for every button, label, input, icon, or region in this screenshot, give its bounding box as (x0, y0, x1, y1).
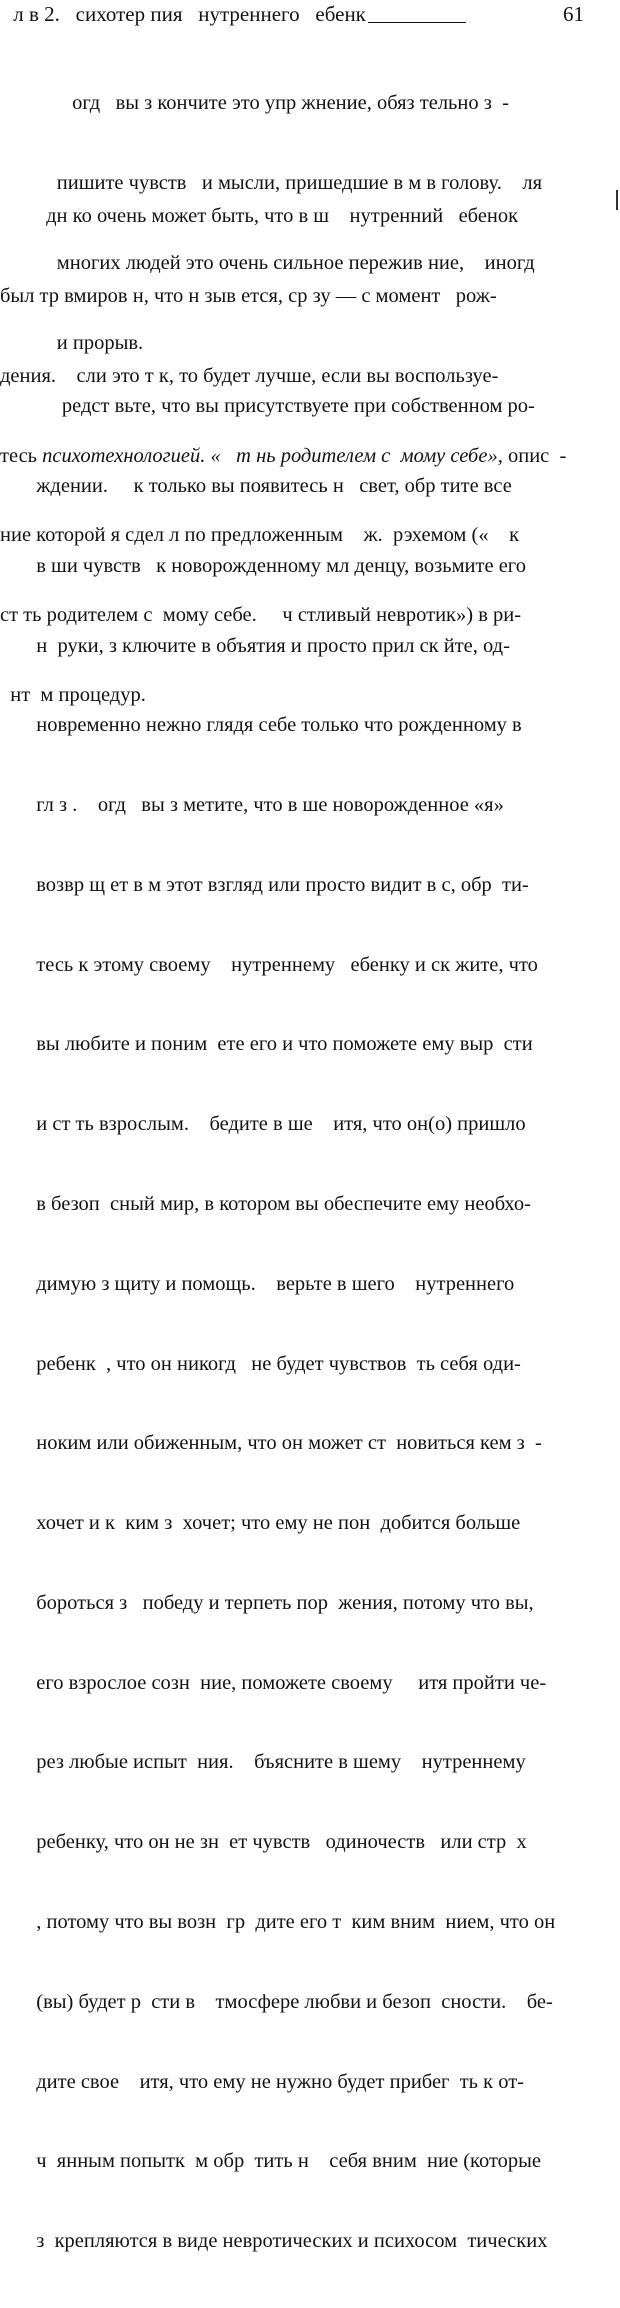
text-line: ждении. к только вы появитесь н свет, обр тите все (26, 474, 512, 497)
text-line: хочет и к ким з хочет; что ему не пон добится больше (26, 1512, 521, 1535)
text-line: димую з щиту и помощь. верьте в шего нутреннего (26, 1272, 515, 1295)
text-line: редст вьте, что вы присутствуете при собственном ро- (26, 395, 535, 418)
margin-scan-mark (616, 190, 618, 210)
text-line: тесь к этому своему нутреннему ебенку и ск жите, что (26, 953, 538, 976)
running-header (8, 2, 608, 30)
text-line: дите свое итя, что ему не нужно будет прибег ть к от- (26, 2070, 524, 2093)
italic-technique-name: психотехнологией. « т нь родителем с мому себе», (42, 444, 503, 467)
text-line: рез любые испыт ния. бъясните в шему нутреннему (26, 1751, 526, 1774)
text-line: ст ть родителем с мому себе. ч стливый невротик») в ри- (0, 604, 522, 627)
text-line: и прорыв. (26, 331, 144, 354)
text-line: н руки, з ключите в объятия и просто прил ск йте, од- (26, 634, 510, 657)
text-line: дн ко очень может быть, что в ш нутренний ебенок (0, 205, 519, 228)
text-line: гл з . огд вы з метите, что в ше новорожденное «я» (26, 794, 504, 817)
text-line: вы любите и поним ете его и что поможете ему выр сти (26, 1033, 533, 1056)
text-line: в ши чувств к новорожденному мл денцу, возьмите его (26, 554, 526, 577)
text-line: огд вы з кончите это упр жнение, обяз тельно з - (26, 92, 509, 115)
text-line: многих людей это очень сильное пережив ние, иногд (26, 251, 535, 274)
text-line: его взрослое созн ние, поможете своему итя пройти че- (26, 1671, 547, 1694)
text-line: ноким или обиженным, что он может ст новиться кем з - (26, 1432, 542, 1455)
text-line: дения. сли это т к, то будет лучше, если вы воспользуе- (0, 364, 499, 387)
text-line: возвр щ ет в м этот взгляд или просто видит в с, обр ти- (26, 873, 529, 896)
text-line: нт м процедур. (0, 683, 146, 706)
text-line: ребенку, что он не зн ет чувств одиночеств или стр х (26, 1831, 527, 1854)
paragraph-3 (26, 340, 555, 2308)
header-rule (368, 22, 466, 23)
chapter-title: л в 2. сихотер пия нутреннего ебенк (8, 2, 372, 26)
text-fragment: тесь (0, 444, 43, 467)
text-line: з крепляются в виде невротических и психосом тических (26, 2230, 548, 2253)
text-line: (вы) будет р сти в тмосфере любви и безоп сности. бе- (26, 1990, 553, 2013)
text-line: бороться з победу и терпеть пор жения, потому что вы, (26, 1591, 534, 1614)
text-line: ние которой я сдел л по предложенным ж. рэхемом (« к (0, 524, 520, 547)
text-line: ребенк , что он никогд не будет чувствов ть себя оди- (26, 1352, 521, 1375)
text-line: и ст ть взрослым. бедите в ше итя, что он(о) пришло (26, 1113, 526, 1136)
text-line: , потому что вы возн гр дите его т ким вним нием, что он (26, 1911, 556, 1934)
text-line: был тр вмиров н, что н зыв ется, ср зу — с момент рож- (0, 284, 497, 307)
text-line: ч янным попытк м обр тить н себя вним ние (которые (26, 2150, 542, 2173)
page-number: 61 (563, 2, 584, 26)
text-line: пишите чувств и мысли, пришедшие в м в голову. ля (26, 171, 542, 194)
text-fragment: опис - (502, 444, 567, 467)
text-line: новременно нежно глядя себе только что рожденному в (26, 714, 522, 737)
text-line: в безоп сный мир, в котором вы обеспечите ему необхо- (26, 1193, 531, 1215)
